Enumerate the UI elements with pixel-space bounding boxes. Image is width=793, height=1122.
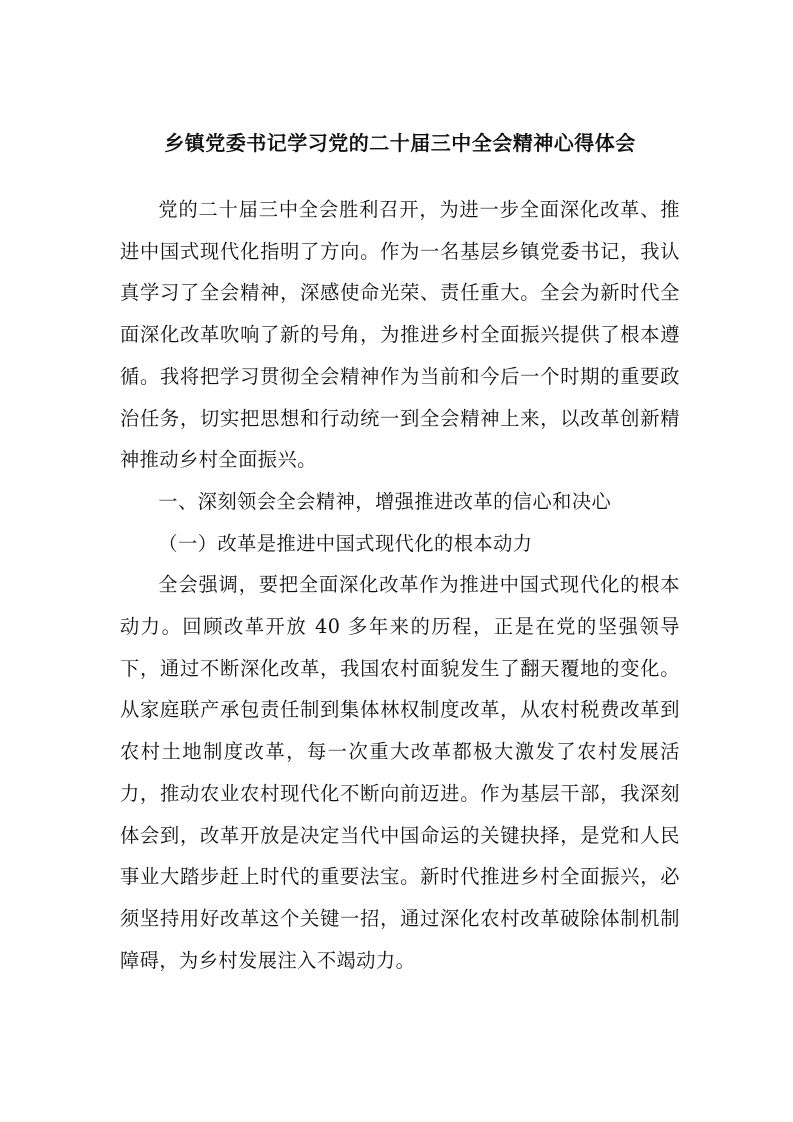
document-page xyxy=(120,0,680,1122)
intro-paragraph: 党的二十届三中全会胜利召开，为进一步全面深化改革、推进中国式现代化指明了方向。作为一名基层乡镇党委书记，我认真学习了全会精神，深感使命光荣、责任重大。全会为新时代全面深化改革吹响了新的号角，为推进乡村全面振兴提供了根本遵循。我将把学习贯彻全会精神作为当前和今后一个时期的重要政治任务，切实把思想和行动统一到全会精神上来，以改革创新精神推动乡村全面振兴。 xyxy=(120,198,680,472)
subsection-heading: （一）改革是推进中国式现代化的根本动力 xyxy=(158,531,533,555)
document-body xyxy=(120,189,680,981)
body-paragraph: 全会强调，要把全面深化改革作为推进中国式现代化的根本动力。回顾改革开放 40 多年来的历程，正是在党的坚强领导下，通过不断深化改革，我国农村面貌发生了翻天覆地的变化。从家庭联产承包责任制到集体林权制度改革，从农村税费改革到农村土地制度改革，每一次重大改革都极大激发了农村发展活力，推动农业农村现代化不断向前迈进。作为基层干部，我深刻体会到，改革开放是决定当代中国命运的关键抉择，是党和人民事业大踏步赶上时代的重要法宝。新时代推进乡村全面振兴，必须坚持用好改革这个关键一招，通过深化农村改革破除体制机制障碍，为乡村发展注入不竭动力。 xyxy=(120,573,680,972)
document-title: 乡镇党委书记学习党的二十届三中全会精神心得体会 xyxy=(164,131,636,155)
section-heading: 一、深刻领会全会精神，增强推进改革的信心和决心 xyxy=(158,489,612,513)
